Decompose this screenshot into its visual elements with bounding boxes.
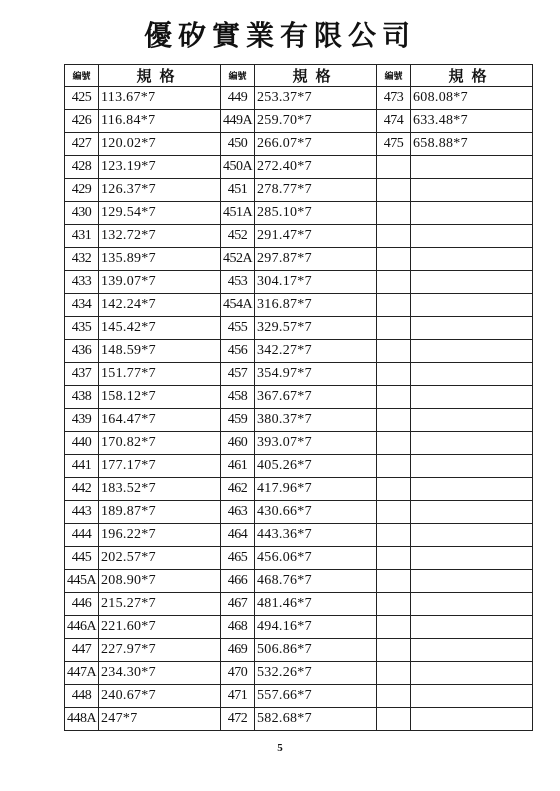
item-spec: 405.26*7 — [255, 455, 377, 478]
item-code: 433 — [65, 271, 99, 294]
item-spec: 208.90*7 — [99, 570, 221, 593]
item-code: 443 — [65, 501, 99, 524]
item-spec: 354.97*7 — [255, 363, 377, 386]
item-spec: 494.16*7 — [255, 616, 377, 639]
table-row — [65, 570, 533, 593]
item-code: 468 — [221, 616, 255, 639]
item-code: 446A — [65, 616, 99, 639]
item-code — [377, 386, 411, 409]
item-spec: 145.42*7 — [99, 317, 221, 340]
table-row — [65, 639, 533, 662]
item-spec — [411, 524, 533, 547]
item-code: 469 — [221, 639, 255, 662]
item-code — [377, 685, 411, 708]
item-code: 440 — [65, 432, 99, 455]
item-code: 451 — [221, 179, 255, 202]
item-code: 436 — [65, 340, 99, 363]
item-code — [377, 478, 411, 501]
item-spec: 189.87*7 — [99, 501, 221, 524]
item-spec: 278.77*7 — [255, 179, 377, 202]
company-title: 優矽實業有限公司 — [143, 19, 416, 52]
item-code: 432 — [65, 248, 99, 271]
item-code: 438 — [65, 386, 99, 409]
spec-header: 規格 — [99, 65, 221, 87]
item-spec — [411, 340, 533, 363]
item-code: 430 — [65, 202, 99, 225]
item-spec: 177.17*7 — [99, 455, 221, 478]
item-spec: 304.17*7 — [255, 271, 377, 294]
item-spec: 272.40*7 — [255, 156, 377, 179]
item-spec: 120.02*7 — [99, 133, 221, 156]
table-row — [65, 409, 533, 432]
item-spec: 164.47*7 — [99, 409, 221, 432]
item-code: 447A — [65, 662, 99, 685]
item-code: 456 — [221, 340, 255, 363]
item-code: 448 — [65, 685, 99, 708]
table-row — [65, 685, 533, 708]
item-spec: 417.96*7 — [255, 478, 377, 501]
item-code: 445 — [65, 547, 99, 570]
item-spec — [411, 409, 533, 432]
item-code: 449 — [221, 87, 255, 110]
item-spec: 582.68*7 — [255, 708, 377, 731]
item-spec: 215.27*7 — [99, 593, 221, 616]
table-row — [65, 271, 533, 294]
item-spec: 443.36*7 — [255, 524, 377, 547]
item-code: 431 — [65, 225, 99, 248]
table-row — [65, 501, 533, 524]
item-code: 457 — [221, 363, 255, 386]
item-code: 442 — [65, 478, 99, 501]
item-spec — [411, 156, 533, 179]
item-spec: 151.77*7 — [99, 363, 221, 386]
item-spec: 481.46*7 — [255, 593, 377, 616]
item-code: 472 — [221, 708, 255, 731]
item-code — [377, 317, 411, 340]
table-row — [65, 363, 533, 386]
item-spec: 129.54*7 — [99, 202, 221, 225]
item-code: 450 — [221, 133, 255, 156]
table-row — [65, 110, 533, 133]
item-code: 465 — [221, 547, 255, 570]
item-code — [377, 340, 411, 363]
item-code: 473 — [377, 87, 411, 110]
item-spec — [411, 547, 533, 570]
item-code: 427 — [65, 133, 99, 156]
item-spec: 291.47*7 — [255, 225, 377, 248]
table-row — [65, 133, 533, 156]
item-spec: 234.30*7 — [99, 662, 221, 685]
item-code: 453 — [221, 271, 255, 294]
item-spec: 506.86*7 — [255, 639, 377, 662]
table-row — [65, 294, 533, 317]
item-spec — [411, 685, 533, 708]
table-row — [65, 340, 533, 363]
item-code: 467 — [221, 593, 255, 616]
item-spec — [411, 363, 533, 386]
item-spec: 633.48*7 — [411, 110, 533, 133]
item-spec: 132.72*7 — [99, 225, 221, 248]
item-spec — [411, 570, 533, 593]
spec-table-body — [65, 87, 533, 731]
item-code — [377, 271, 411, 294]
item-spec — [411, 455, 533, 478]
table-row — [65, 432, 533, 455]
table-row — [65, 317, 533, 340]
item-spec — [411, 432, 533, 455]
item-spec: 170.82*7 — [99, 432, 221, 455]
table-row — [65, 616, 533, 639]
item-code — [377, 179, 411, 202]
item-spec — [411, 271, 533, 294]
code-header: 編號 — [221, 65, 255, 87]
item-spec: 342.27*7 — [255, 340, 377, 363]
item-code — [377, 294, 411, 317]
item-spec: 393.07*7 — [255, 432, 377, 455]
page-number: 5 — [277, 742, 283, 754]
item-spec: 468.76*7 — [255, 570, 377, 593]
item-code: 460 — [221, 432, 255, 455]
item-code: 437 — [65, 363, 99, 386]
item-spec: 196.22*7 — [99, 524, 221, 547]
item-code: 461 — [221, 455, 255, 478]
item-spec: 148.59*7 — [99, 340, 221, 363]
item-code — [377, 225, 411, 248]
table-row — [65, 593, 533, 616]
item-code: 446 — [65, 593, 99, 616]
code-header: 編號 — [377, 65, 411, 87]
item-code — [377, 248, 411, 271]
spec-table — [64, 64, 533, 731]
item-code: 429 — [65, 179, 99, 202]
item-code: 452A — [221, 248, 255, 271]
item-code — [377, 432, 411, 455]
item-spec: 430.66*7 — [255, 501, 377, 524]
item-code — [377, 708, 411, 731]
item-spec: 113.67*7 — [99, 87, 221, 110]
item-spec: 202.57*7 — [99, 547, 221, 570]
item-spec — [411, 616, 533, 639]
item-code — [377, 409, 411, 432]
item-code: 439 — [65, 409, 99, 432]
item-code — [377, 570, 411, 593]
item-code: 445A — [65, 570, 99, 593]
table-row — [65, 179, 533, 202]
item-spec: 123.19*7 — [99, 156, 221, 179]
item-code: 475 — [377, 133, 411, 156]
item-code: 471 — [221, 685, 255, 708]
item-code: 458 — [221, 386, 255, 409]
item-code: 466 — [221, 570, 255, 593]
item-code — [377, 547, 411, 570]
table-row — [65, 87, 533, 110]
item-spec: 126.37*7 — [99, 179, 221, 202]
item-spec: 285.10*7 — [255, 202, 377, 225]
item-code: 450A — [221, 156, 255, 179]
item-spec — [411, 202, 533, 225]
item-spec: 253.37*7 — [255, 87, 377, 110]
item-spec: 139.07*7 — [99, 271, 221, 294]
item-spec: 240.67*7 — [99, 685, 221, 708]
item-code — [377, 616, 411, 639]
item-code: 426 — [65, 110, 99, 133]
item-spec: 329.57*7 — [255, 317, 377, 340]
item-code: 452 — [221, 225, 255, 248]
item-code — [377, 363, 411, 386]
item-spec — [411, 478, 533, 501]
item-code: 449A — [221, 110, 255, 133]
item-code: 441 — [65, 455, 99, 478]
item-code: 454A — [221, 294, 255, 317]
item-code — [377, 455, 411, 478]
table-row — [65, 386, 533, 409]
item-spec — [411, 662, 533, 685]
spec-header: 規格 — [255, 65, 377, 87]
item-code: 428 — [65, 156, 99, 179]
table-row — [65, 524, 533, 547]
table-row — [65, 202, 533, 225]
item-code: 447 — [65, 639, 99, 662]
table-row — [65, 156, 533, 179]
table-header-row — [65, 65, 533, 87]
item-code — [377, 202, 411, 225]
item-spec: 266.07*7 — [255, 133, 377, 156]
item-code: 451A — [221, 202, 255, 225]
item-code: 464 — [221, 524, 255, 547]
item-spec: 297.87*7 — [255, 248, 377, 271]
item-spec: 557.66*7 — [255, 685, 377, 708]
table-row — [65, 248, 533, 271]
item-code: 470 — [221, 662, 255, 685]
item-code: 463 — [221, 501, 255, 524]
item-code — [377, 524, 411, 547]
item-code: 455 — [221, 317, 255, 340]
item-spec — [411, 317, 533, 340]
item-spec: 316.87*7 — [255, 294, 377, 317]
item-spec: 116.84*7 — [99, 110, 221, 133]
item-spec — [411, 386, 533, 409]
item-code — [377, 662, 411, 685]
item-spec — [411, 501, 533, 524]
item-spec: 221.60*7 — [99, 616, 221, 639]
item-spec: 532.26*7 — [255, 662, 377, 685]
item-spec — [411, 639, 533, 662]
item-spec: 259.70*7 — [255, 110, 377, 133]
item-code: 448A — [65, 708, 99, 731]
item-spec — [411, 294, 533, 317]
item-spec — [411, 708, 533, 731]
item-code: 459 — [221, 409, 255, 432]
item-spec — [411, 248, 533, 271]
table-row — [65, 662, 533, 685]
item-spec: 142.24*7 — [99, 294, 221, 317]
item-code: 425 — [65, 87, 99, 110]
item-spec — [411, 225, 533, 248]
item-spec: 380.37*7 — [255, 409, 377, 432]
item-spec — [411, 593, 533, 616]
item-spec: 658.88*7 — [411, 133, 533, 156]
item-spec: 367.67*7 — [255, 386, 377, 409]
table-row — [65, 547, 533, 570]
item-spec: 158.12*7 — [99, 386, 221, 409]
item-spec: 227.97*7 — [99, 639, 221, 662]
item-code — [377, 156, 411, 179]
item-code: 474 — [377, 110, 411, 133]
item-code: 444 — [65, 524, 99, 547]
item-spec: 456.06*7 — [255, 547, 377, 570]
item-spec: 608.08*7 — [411, 87, 533, 110]
table-row — [65, 708, 533, 731]
item-spec: 135.89*7 — [99, 248, 221, 271]
item-spec: 247*7 — [99, 708, 221, 731]
table-row — [65, 455, 533, 478]
item-code — [377, 593, 411, 616]
table-row — [65, 225, 533, 248]
item-code — [377, 501, 411, 524]
item-spec — [411, 179, 533, 202]
table-row — [65, 478, 533, 501]
item-code: 435 — [65, 317, 99, 340]
item-code: 434 — [65, 294, 99, 317]
spec-header: 規格 — [411, 65, 533, 87]
code-header: 編號 — [65, 65, 99, 87]
item-spec: 183.52*7 — [99, 478, 221, 501]
item-code — [377, 639, 411, 662]
item-code: 462 — [221, 478, 255, 501]
